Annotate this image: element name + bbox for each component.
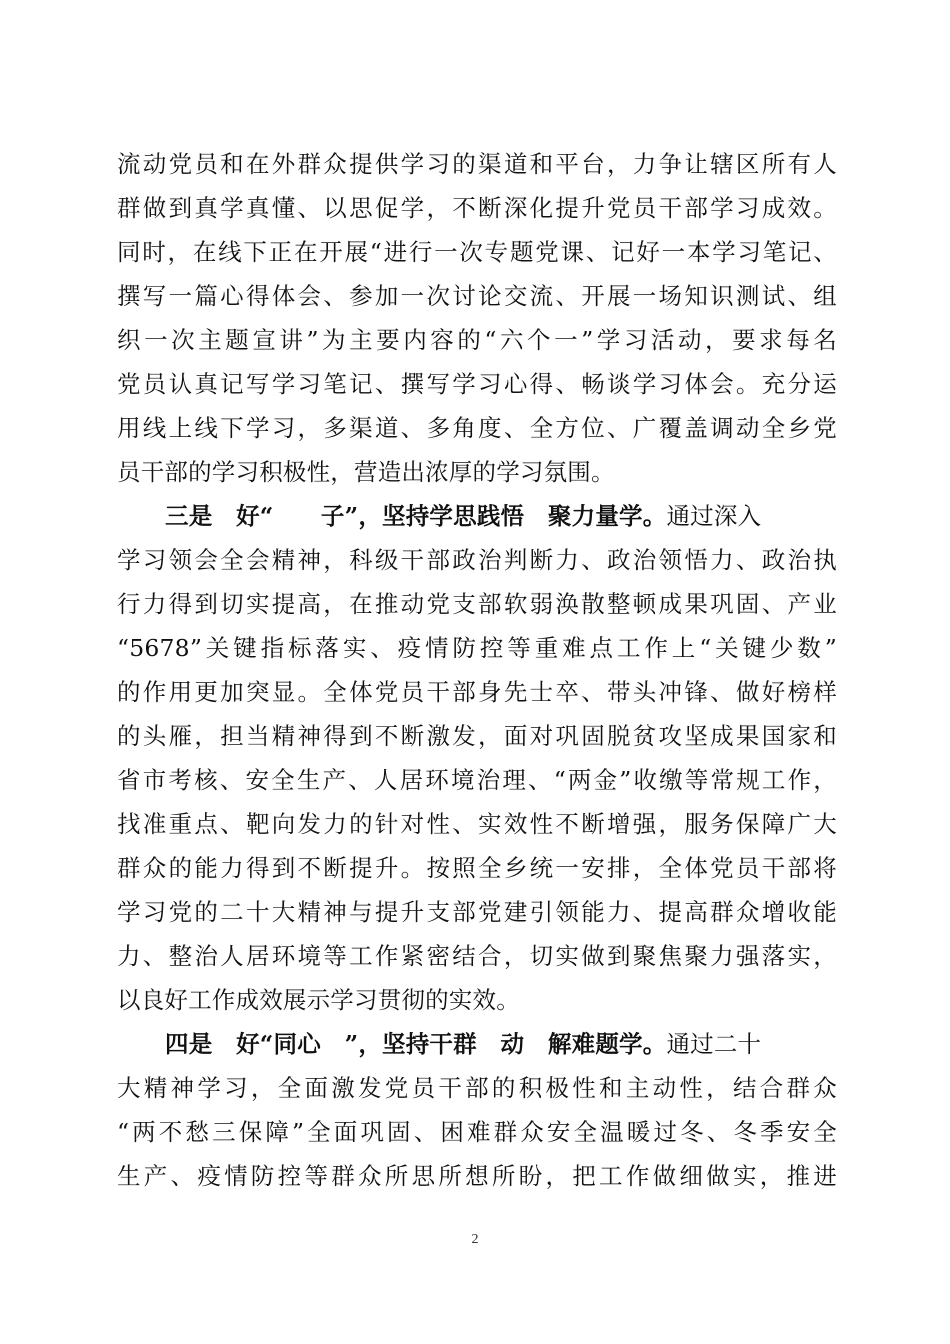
text-line: 学习党的二十大精神与提升支部党建引领能力、提高群众增收能 [117,898,837,926]
text-line: 省市考核、安全生产、人居环境治理、“两金”收缴等常规工作， [117,766,837,794]
text-line: 流动党员和在外群众提供学习的渠道和平台，力争让辖区所有人 [117,150,837,178]
text-line: 学习领会全会精神，科级干部政治判断力、政治领悟力、政治执 [117,546,837,574]
text-line: 力、整治人居环境等工作紧密结合，切实做到聚焦聚力强落实， [117,942,837,970]
paragraph-heading: 四是 好“同心 ”，坚持干群 动 解难题学。 [165,1030,667,1058]
text-line: 的头雁，担当精神得到不断激发，面对巩固脱贫攻坚成果国家和 [117,722,837,750]
paragraph-heading: 三是 好“ 子”，坚持学思践悟 聚力量学。 [165,502,667,530]
text-line: 生产、疫情防控等群众所思所想所盼，把工作做细做实，推进 [117,1162,837,1190]
text-line: 撰写一篇心得体会、参加一次讨论交流、开展一场知识测试、组 [117,282,837,310]
text-line: 员干部的学习积极性，营造出浓厚的学习氛围。 [117,458,615,486]
document-body [117,142,837,1198]
text-line: 群众的能力得到不断提升。按照全乡统一安排，全体党员干部将 [117,854,837,882]
paragraph-heading-line [117,1022,837,1066]
text-line: 同时，在线下正在开展“进行一次专题党课、记好一本学习笔记、 [117,238,837,266]
text-line: 织一次主题宣讲”为主要内容的“六个一”学习活动，要求每名 [117,326,837,354]
paragraph-heading-line [117,494,837,538]
text-line: 大精神学习，全面激发党员干部的积极性和主动性，结合群众 [117,1074,837,1102]
text-line: “两不愁三保障”全面巩固、困难群众安全温暖过冬、冬季安全 [117,1118,837,1146]
text-line: “5678”关键指标落实、疫情防控等重难点工作上“关键少数” [117,634,837,662]
heading-continuation: 通过二十 [666,1030,762,1058]
text-line: 用线上线下学习，多渠道、多角度、全方位、广覆盖调动全乡党 [117,414,837,442]
text-line: 行力得到切实提高，在推动党支部软弱涣散整顿成果巩固、产业 [117,590,837,618]
page-number: 2 [471,1232,479,1247]
text-line: 找准重点、靶向发力的针对性、实效性不断增强，服务保障广大 [117,810,837,838]
text-line: 以良好工作成效展示学习贯彻的实效。 [117,986,520,1014]
text-line: 群做到真学真懂、以思促学，不断深化提升党员干部学习成效。 [117,194,837,222]
heading-continuation: 通过深入 [666,502,762,530]
text-line: 党员认真记写学习笔记、撰写学习心得、畅谈学习体会。充分运 [117,370,837,398]
text-line: 的作用更加突显。全体党员干部身先士卒、带头冲锋、做好榜样 [117,678,837,706]
